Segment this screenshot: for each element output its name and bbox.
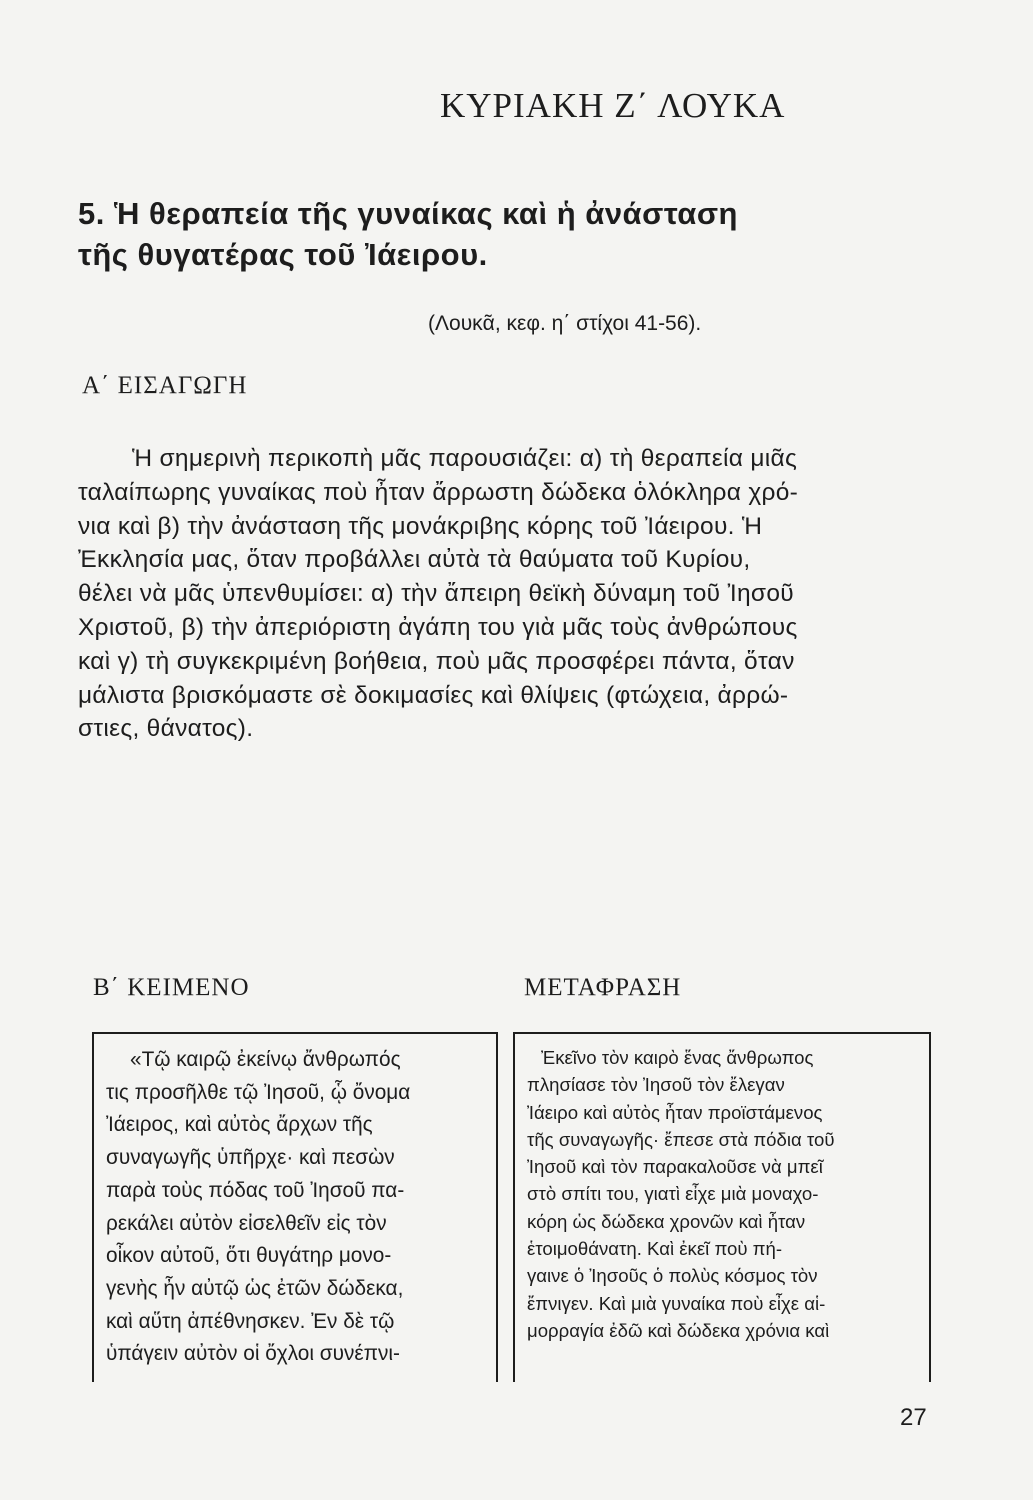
- text-line: οἶκον αὐτοῦ, ὅτι θυγάτηρ μονο-: [106, 1244, 392, 1268]
- intro-line: Ἐκκλησία μας, ὅταν προβάλλει αὐτὰ τὰ θαύματα τοῦ Κυρίου,: [78, 546, 751, 574]
- translation-box: [513, 1032, 931, 1382]
- translation-line: Ἰησοῦ καὶ τὸν παρακαλοῦσε νὰ μπεῖ: [527, 1156, 823, 1178]
- text-line: «Τῷ καιρῷ ἐκείνῳ ἄνθρωπός: [130, 1048, 401, 1071]
- text-line: γενὴς ἦν αὐτῷ ὡς ἐτῶν δώδεκα,: [106, 1276, 404, 1300]
- chapter-heading: ΚΥΡΙΑΚΗ Ζ΄ ΛΟΥΚΑ: [440, 86, 786, 125]
- intro-line: νια καὶ β) τὴν ἀνάσταση τῆς μονάκριβης κόρης τοῦ Ἰάειρου. Ἡ: [78, 512, 763, 540]
- text-line: Ἰάειρος, καὶ αὐτὸς ἄρχων τῆς: [106, 1113, 373, 1137]
- intro-line: Χριστοῦ, β) τὴν ἀπεριόριστη ἀγάπη του γιὰ μᾶς τοὺς ἀνθρώπους: [78, 613, 798, 641]
- introduction-paragraph: [78, 442, 923, 746]
- translation-line: κόρη ὡς δώδεκα χρονῶν καὶ ἦταν: [527, 1210, 806, 1232]
- translation-line: στὸ σπίτι του, γιατὶ εἶχε μιὰ μοναχο-: [527, 1183, 819, 1205]
- text-line: τις προσῆλθε τῷ Ἰησοῦ, ᾧ ὄνομα: [106, 1080, 411, 1104]
- translation-line: Ἐκεῖνο τὸν καιρὸ ἕνας ἄνθρωπος: [541, 1047, 814, 1068]
- text-heading: Β΄ ΚΕΙΜΕΝΟ: [93, 974, 250, 1001]
- translation-line: ἔπνιγεν. Καὶ μιὰ γυναίκα ποὺ εἶχε αἱ-: [527, 1292, 826, 1314]
- intro-line: καὶ γ) τὴ συγκεκριμένη βοήθεια, ποὺ μᾶς προσφέρει πάντα, ὅταν: [78, 647, 795, 675]
- translation-heading: ΜΕΤΑΦΡΑΣΗ: [524, 974, 682, 1001]
- translation-line: πλησίασε τὸν Ἰησοῦ τὸν ἔλεγαν: [527, 1074, 785, 1096]
- intro-line: στιες, θάνατος).: [78, 715, 254, 743]
- intro-line: μάλιστα βρισκόμαστε σὲ δοκιμασίες καὶ θλίψεις (φτώχεια, ἀρρώ-: [78, 681, 789, 709]
- title-line: τῆς θυγατέρας τοῦ Ἰάειρου.: [78, 237, 488, 272]
- text-line: συναγωγῆς ὑπῆρχε· καὶ πεσὼν: [106, 1146, 395, 1170]
- introduction-heading: Α΄ ΕΙΣΑΓΩΓΗ: [82, 372, 248, 399]
- text-line: ὑπάγειν αὐτὸν οἱ ὄχλοι συνέπνι-: [106, 1342, 400, 1366]
- text-line: ρεκάλει αὐτὸν εἰσελθεῖν εἰς τὸν: [106, 1211, 387, 1235]
- lesson-title: [78, 193, 738, 275]
- text-line: παρὰ τοὺς πόδας τοῦ Ἰησοῦ πα-: [106, 1178, 405, 1202]
- translation-line: τῆς συναγωγῆς· ἔπεσε στὰ πόδια τοῦ: [527, 1128, 835, 1150]
- intro-line: ταλαίπωρης γυναίκας ποὺ ἦταν ἄρρωστη δώδεκα ὁλόκληρα χρό-: [78, 478, 799, 506]
- translation-line: ἑτοιμοθάνατη. Καὶ ἐκεῖ ποὺ πή-: [527, 1238, 783, 1260]
- translation-line: γαινε ὁ Ἰησοῦς ὁ πολὺς κόσμος τὸν: [527, 1265, 818, 1287]
- translation-line: μορραγία ἐδῶ καὶ δώδεκα χρόνια καὶ: [527, 1319, 830, 1341]
- text-line: καὶ αὕτη ἀπέθνησκεν. Ἐν δὲ τῷ: [106, 1309, 395, 1333]
- scripture-reference: (Λουκᾶ, κεφ. η΄ στίχοι 41-56).: [428, 312, 702, 335]
- title-line: 5. Ἡ θεραπεία τῆς γυναίκας καὶ ἡ ἀνάσταση: [78, 196, 738, 231]
- intro-line: Ἡ σημερινὴ περικοπὴ μᾶς παρουσιάζει: α) τὴ θεραπεία μιᾶς: [132, 445, 798, 472]
- original-text-box: [92, 1032, 498, 1382]
- page-number: 27: [900, 1404, 927, 1431]
- intro-line: θέλει νὰ μᾶς ὑπενθυμίσει: α) τὴν ἄπειρη θεϊκὴ δύναμη τοῦ Ἰησοῦ: [78, 580, 794, 608]
- translation-line: Ἰάειρο καὶ αὐτὸς ἦταν προϊστάμενος: [527, 1101, 823, 1123]
